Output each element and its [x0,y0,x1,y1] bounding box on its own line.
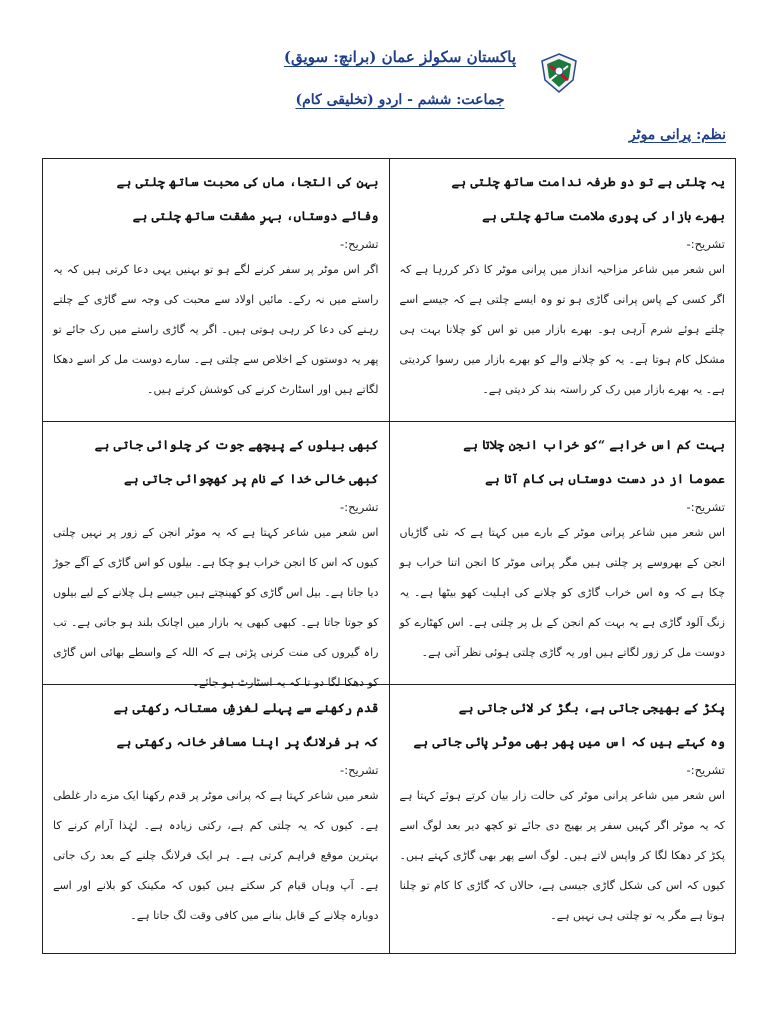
table-cell [43,422,390,689]
verse-line: پکڑ کے بھیجی جاتی ہے، بگڑ کر لائی جاتی ہے [458,700,725,715]
verse-line: یہ چلتی ہے تو دو طرفہ ندامت ساتھ چلتی ہے [451,174,725,189]
table-cell [389,685,736,954]
explanation-label: تشریح:- [686,763,725,777]
class-subject-line: جماعت: ششم - اردو (تخلیقی کام) [295,92,505,108]
verse-line: وفائے دوستاں، بہرِ مشقت ساتھ چلتی ہے [132,208,379,223]
table-row [43,422,736,685]
document-header [0,0,768,150]
explanation-label: تشریح:- [340,763,379,777]
explanation-label: تشریح:- [340,500,379,514]
school-crest-logo [536,50,582,96]
verse-line: بھرے بازار کی پوری ملامت ساتھ چلتی ہے [482,208,725,223]
table-row [43,159,736,422]
poem-title: نظم: پرانی موٹر [628,127,726,143]
explanation-label: تشریح:- [686,237,725,251]
table-row [43,685,736,954]
explanation-label: تشریح:- [686,500,725,514]
explanation-label: تشریح:- [340,237,379,251]
verse-line: وہ کہتے ہیں کہ اس میں پھر بھی موٹر پائی جاتی ہے [413,734,725,749]
table-cell [43,685,390,954]
explanation-text: اس شعر میں شاعر پرانی موٹر کے بارے میں کہتا ہے کہ نئی گاڑیاں انجن کے بھروسے پر چلتی ہیں مگر پرانی موٹر کا انجن اتنا خراب ہو چکا ہے کہ وہ اس خراب گاڑی کو چلانے کی اہلیت کھو بیٹھا ہے۔ یہ زنگ آلود گاڑی ہے یہ بہت کم انجن کے بل پر چلتی ہے۔ اس کھٹارے کو دوست مل کر زور لگاتے ہیں اور یہ گاڑی چلتی ہوئی نظر آتی ہے۔ [399,526,725,659]
verse-line: کبھی بیلوں کے پیچھے جوت کر چلوائی جاتی ہے [94,437,379,452]
table-cell [43,159,390,422]
poem-explanation-table [42,158,736,954]
explanation-text: اس شعر میں شاعر مزاحیہ انداز میں پرانی موٹر کا ذکر کررہا ہے کہ اگر کسی کے پاس پرانی گاڑی ہو تو وہ ایسے چلتی ہے کہ جیسے اسے چلتے ہوئے شرم آرہی ہو۔ بھرے بازار میں تو اس کو چلانا بہت ہی مشکل کام ہوتا ہے۔ یہ کو چلانے والے کو بھرے بازار میں رسوا کردیتی ہے۔ یہ بھرے بازار میں رک کر راستہ بند کر دیتی ہے۔ [399,263,725,396]
explanation-text: اگر اس موٹر پر سفر کرنے لگے ہو تو بہنیں یہی دعا کرتی ہیں کہ یہ راستے میں نہ رکے۔ مائیں اولاد سے محبت کی وجہ سے گاڑی کے چلتے رہنے کی دعا کر رہی ہوتی ہیں۔ اگر یہ گاڑی راستے میں رک جائے تو پھر یہ دوستوں کے اخلاص سے چلتی ہے۔ سارے دوست مل کر اسے دھکا لگاتے ہیں اور اسٹارٹ کرنے کی کوشش کرتے ہیں۔ [53,263,379,396]
school-name: پاکستان سکولز عمان (برانچ: سویق) [283,48,517,66]
verse-line: عموما از در دست دوستاں ہی کام آتا ہے [485,471,725,486]
table-cell [389,422,736,685]
verse-line: بہت کم اس خرابے “کو خراب انجن چلاتا ہے [463,437,725,452]
explanation-text: اس شعر میں شاعر کہتا ہے کہ یہ موٹر انجن کے زور پر نہیں چلتی کیوں کہ اس کا انجن خراب ہو چکا ہے۔ بیلوں کو اس گاڑی کے آگے جوڑ دیا جاتا ہے۔ بیل اس گاڑی کو کھینچتے ہیں جیسے ہل چلانے کے لیے بیلوں کو جوتا جاتا ہے۔ کبھی کبھی یہ بازار میں اچانک بلند ہو جاتی ہے۔ تب راہ گیروں کی منت کرنی پڑتی ہے کہ اللہ کے واسطے بھائی اس گاڑی کو دھکا لگا دو تا کہ یہ اسٹارٹ ہو جائے۔ [53,526,379,689]
verse-line: کہ ہر فرلانگ پر اپنا مسافر خانہ رکھتی ہے [116,734,379,749]
verse-line: قدم رکھنے سے پہلے لغزشِ مستانہ رکھتی ہے [113,700,379,715]
table-cell [389,159,736,422]
verse-line: کبھی خالی خدا کے نام پر کھچوائی جاتی ہے [123,471,379,486]
verse-line: بہن کی التجا، ماں کی محبت ساتھ چلتی ہے [116,174,379,189]
explanation-text: اس شعر میں شاعر پرانی موٹر کی حالت زار بیان کرتے ہوئے کہتا ہے کہ یہ موٹر اگر کہیں سفر پر بھیج دی جائے تو کچھ دیر بعد لوگ اسے پکڑ کر دھکا لگا کر واپس لاتے ہیں۔ لوگ اسے پھر بھی گاڑی کہتے ہیں۔ کیوں کہ اس کی شکل گاڑی جیسی ہے، حالاں کہ گاڑی کا کام تو چلنا ہوتا ہے مگر یہ تو چلتی ہی نہیں ہے۔ [399,789,725,922]
explanation-text: شعر میں شاعر کہتا ہے کہ پرانی موٹر پر قدم رکھنا ایک مزے دار غلطی ہے۔ کیوں کہ یہ چلتی کم ہے، رکتی زیادہ ہے۔ لہٰذا آرام کرنے کا بہترین موقع فراہم کرتی ہے۔ ہر ایک فرلانگ چلنے کے بعد رک جاتی ہے۔ آپ وہاں قیام کر سکتے ہیں کیوں کہ مکینک کو بلانے اور اسے دوبارہ چلانے کے قابل بنانے میں کافی وقت لگ جاتا ہے۔ [53,789,379,922]
